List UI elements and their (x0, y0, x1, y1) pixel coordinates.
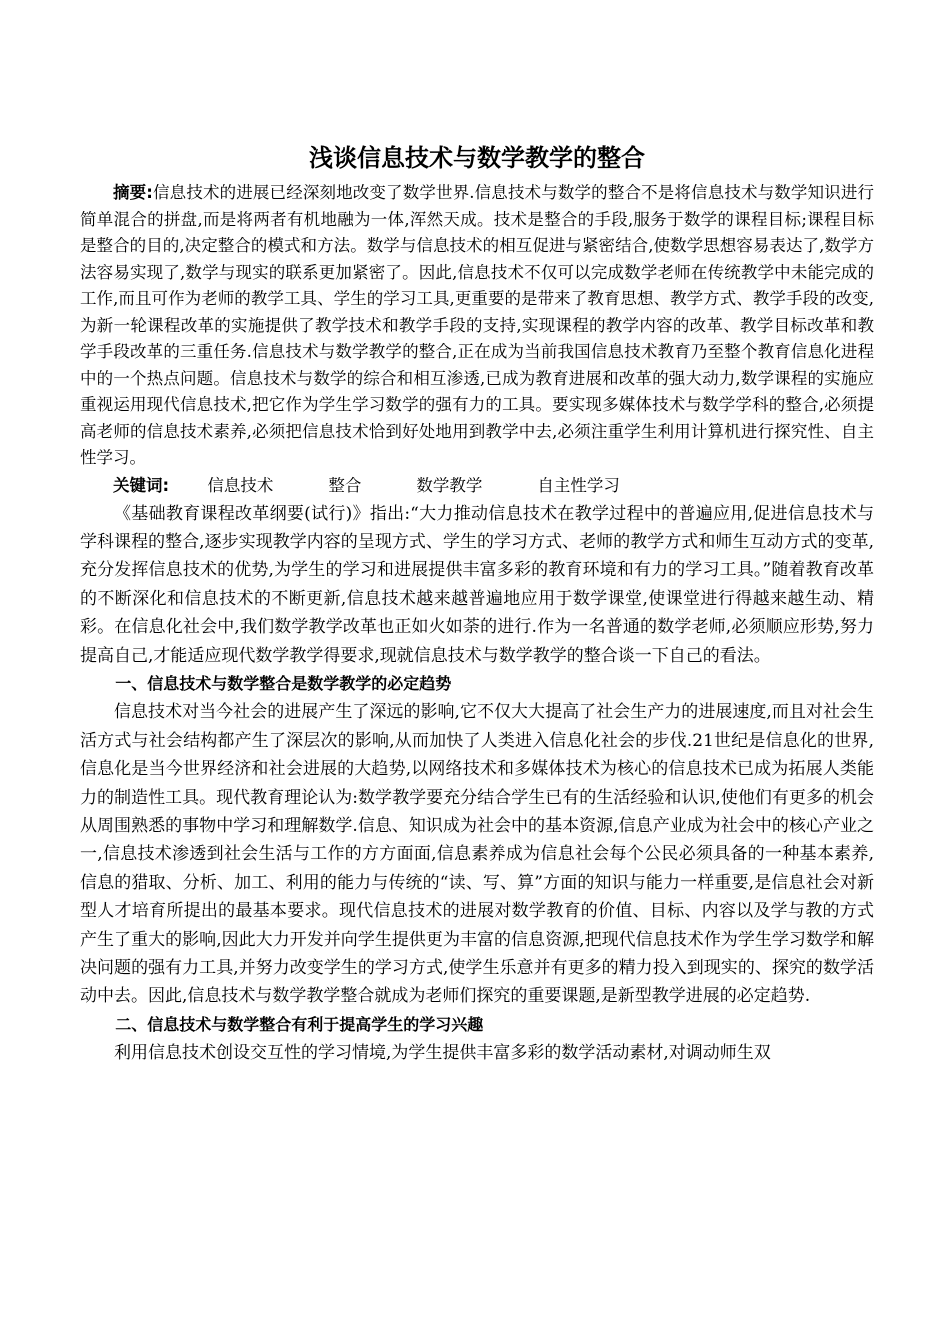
abstract-label: 摘要: (113, 183, 153, 202)
section2-paragraph: 利用信息技术创设交互性的学习情境,为学生提供丰富多彩的数学活动素材,对调动师生双 (114, 1043, 771, 1064)
intro-paragraph: 《基础教育课程改革纲要(试行)》指出:“大力推动信息技术在教学过程中的普遍应用,促进信息技术与学科课程的整合,逐步实现教学内容的呈现方式、学生的学习方式、老师的教学方式和师生互动方式的变革,充分发挥信息技术的优势,为学生的学习和进展提供丰富多彩的教育环境和有力的学习工具。”随着教育改革的不断深化和信息技术的不断更新,信息技术越来越普遍地应用于数学课堂,使课堂进行得越来越生动、精彩。在信息化社会中,我们数学教学改革也正如火如荼的进行.作为一名普通的数学老师,必须顺应形势,努力提高自己,才能适应现代数学教学得要求,现就信息技术与数学教学的整合谈一下自己的看法。 (80, 503, 874, 666)
document-title: 浅谈信息技术与数学教学的整合 (309, 144, 645, 172)
abstract-text: 信息技术的进展已经深刻地改变了数学世界.信息技术与数学的整合不是将信息技术与数学知识进行简单混合的拼盘,而是将两者有机地融为一体,浑然天成。技术是整合的手段,服务于数学的课程目标;课程目标是整合的目的,决定整合的模式和方法。数学与信息技术的相互促进与紧密结合,使数学思想容易表达了,数学方法容易实现了,数学与现实的联系更加紧密了。因此,信息技术不仅可以完成数学老师在传统教学中未能完成的工作,而且可作为老师的教学工具、学生的学习工具,更重要的是带来了教育思想、教学方式、教学手段的改变,为新一轮课程改革的实施提供了教学技术和教学手段的支持,实现课程的教学内容的改革、教学目标改革和教学手段改革的三重任务.信息技术与数学教学的整合,正在成为当前我国信息技术教育乃至整个教育信息化进程中的一个热点问题。信息技术与数学的综合和相互渗透,已成为教育进展和改革的强大动力,数学课程的实施应重视运用现代信息技术,把它作为学生学习数学的强有力的工具。要实现多媒体技术与数学学科的整合,必须提高老师的信息技术素养,必须把信息技术恰到好处地用到教学中去,必须注重学生利用计算机进行探究性、自主性学习。 (80, 183, 874, 467)
section1-heading: 一、信息技术与数学整合是数学教学的必定趋势 (115, 673, 452, 693)
document-page (80, 140, 874, 1068)
section1-paragraph: 信息技术对当今社会的进展产生了深远的影响,它不仅大大提高了社会生产力的进展速度,而且对社会生活方式与社会结构都产生了深层次的影响,从而加快了人类进入信息化社会的步伐.21世纪是信息化的世界,信息化是当今世界经济和社会进展的大趋势,以网络技术和多媒体技术为核心的信息技术已成为拓展人类能力的制造性工具。现代教育理论认为:数学教学要充分结合学生已有的生活经验和认识,使他们有更多的机会从周围熟悉的事物中学习和理解数学.信息、知识成为社会中的基本资源,信息产业成为社会中的核心产业之一,信息技术渗透到社会生活与工作的方方面面,信息素养成为信息社会每个公民必须具备的一种基本素养,信息的猎取、分析、加工、利用的能力与传统的“读、写、算”方面的知识与能力一样重要,是信息社会对新型人才培育所提出的最基本要求。现代信息技术的进展对数学教育的价值、目标、内容以及学与教的方式产生了重大的影响,因此大力开发并向学生提供更为丰富的信息资源,把现代信息技术作为学生学习数学和解决问题的强有力工具,并努力改变学生的学习方式,使学生乐意并有更多的精力投入到现实的、探究的数学活动中去。因此,信息技术与数学教学整合就成为老师们探究的重要课题,是新型教学进展的必定趋势. (80, 702, 874, 1007)
keywords-line (80, 472, 874, 500)
keyword: 整合 (328, 475, 362, 495)
keyword: 自主性学习 (537, 475, 620, 495)
keywords-label: 关键词: (113, 475, 170, 495)
keyword: 数学教学 (416, 475, 483, 495)
keyword: 信息技术 (207, 475, 274, 495)
abstract-paragraph (80, 180, 874, 472)
section2-heading: 二、信息技术与数学整合有利于提高学生的学习兴趣 (115, 1014, 484, 1034)
